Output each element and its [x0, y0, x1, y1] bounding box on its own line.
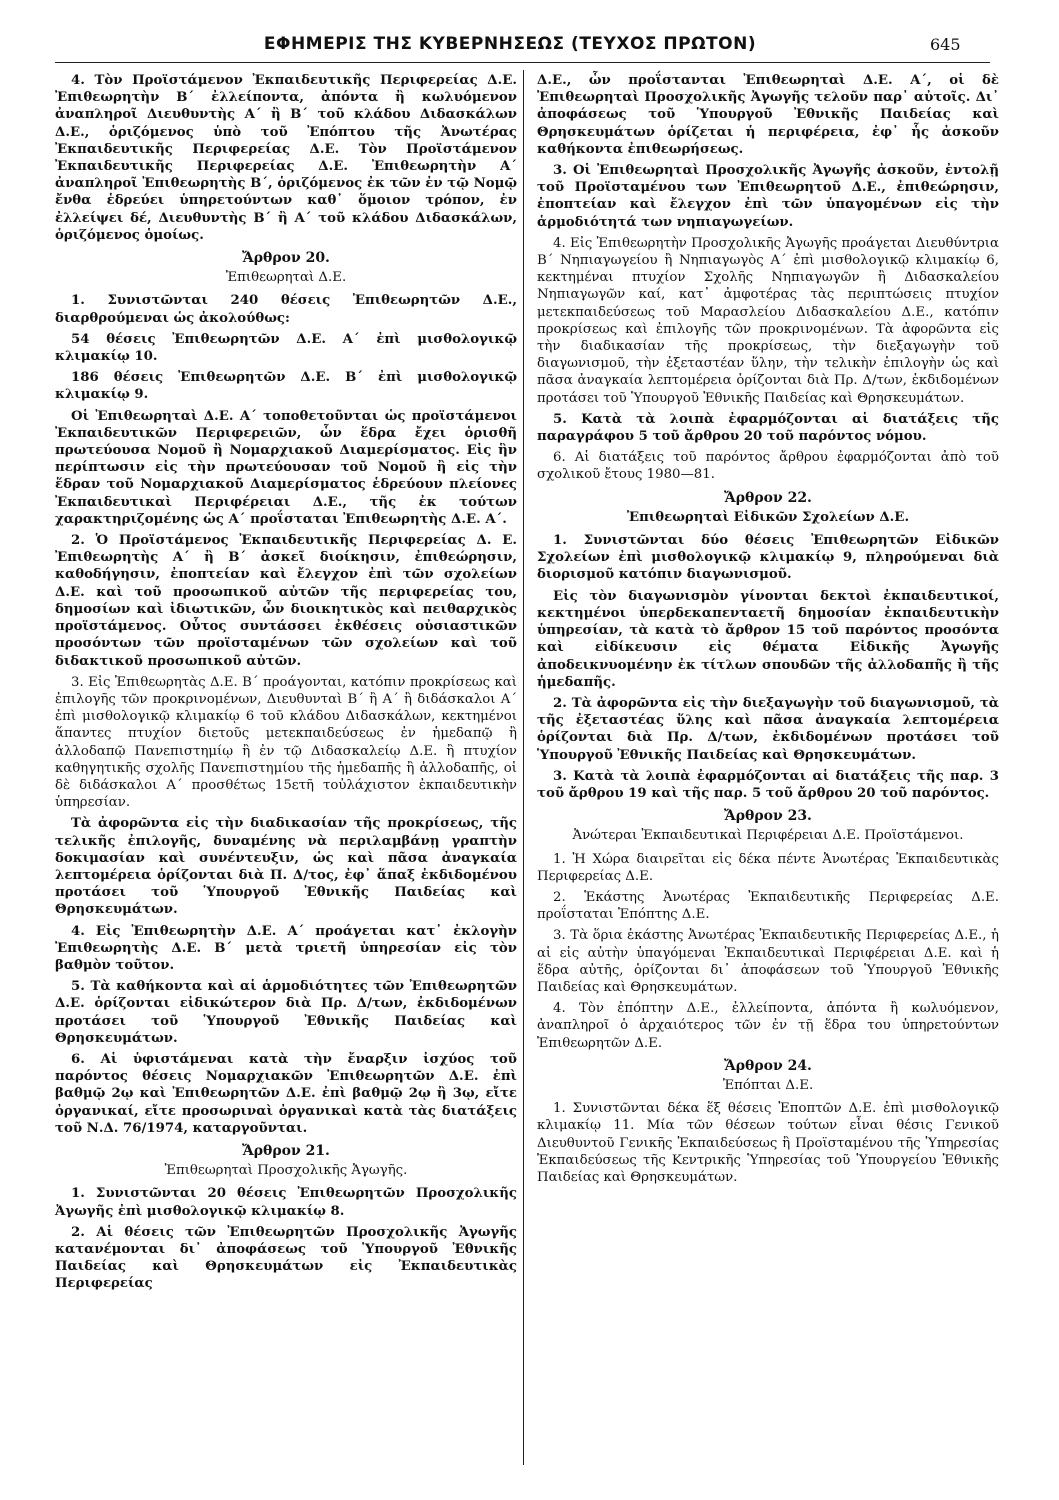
article-heading: Ἄρθρον 23. [724, 808, 812, 825]
article-title: Ἐπιθεωρηταὶ Εἰδικῶν Σχολείων Δ.Ε. [626, 509, 910, 525]
paragraph: 5. Κατὰ τὰ λοιπὰ ἐφαρμόζονται αἱ διατάξεις τῆς παραγράφου 5 τοῦ ἄρθρου 20 τοῦ παρόντος νόμου. [537, 411, 999, 445]
paragraph: 4. Εἰς Ἐπιθεωρητὴν Προσχολικῆς Ἀγωγῆς προάγεται Διευθύντρια Β΄ Νηπιαγωγείου ἢ Νηπιαγωγὸς Α΄ ἐπὶ μισθολογικῷ κλιμακίῳ 6, κεκτημέναι πτυχίον Σχολῆς Νηπιαγωγῶν ἢ Διδασκαλείου Νηπιαγωγῶν καί, κατ᾽ ἀμφοτέρας τὰς περιπτώσεις πτυχίον μετεκπαιδεύσεως τοῦ Μαρασλείου Διδασκαλείου Δ.Ε., κατόπιν προκρίσεως καὶ ἐπιλογῆς τῶν προκρινομένων. Τὰ ἀφορῶντα εἰς τὴν διαδικασίαν τῆς προκρίσεως, τὴν διεξαγωγὴν τοῦ διαγωνισμοῦ, τὴν ἐξεταστέαν ὕλην, τὴν τελικὴν ἐπιλογὴν ὡς καὶ πᾶσα ἀναγκαία λεπτομέρεια ὁρίζονται διὰ Πρ. Δ/των, ἐκδιδομένων προτάσει τοῦ Ὑπουργοῦ Ἐθνικῆς Παιδείας καὶ Θρησκευμάτων. [537, 235, 999, 406]
paragraph: 2. Τὰ ἀφορῶντα εἰς τὴν διεξαγωγὴν τοῦ διαγωνισμοῦ, τὰ τῆς ἐξεταστέας ὕλης καὶ πᾶσα ἀναγκαία λεπτομέρεια ὁρίζονται διὰ Πρ. Δ/των, ἐκδιδομένων προτάσει τοῦ Ὑπουργοῦ Ἐθνικῆς Παιδείας καὶ Θρησκευμάτων. [537, 695, 999, 763]
paragraph: 54 θέσεις Ἐπιθεωρητῶν Δ.Ε. Α΄ ἐπὶ μισθολογικῷ κλιμακίῳ 10. [55, 331, 517, 365]
paragraph: 6. Αἱ ὑφιστάμεναι κατὰ τὴν ἔναρξιν ἰσχύος τοῦ παρόντος θέσεις Νομαρχιακῶν Ἐπιθεωρητῶν Δ.Ε. ἐπὶ βαθμῷ 2ῳ καὶ Ἐπιθεωρητῶν Δ.Ε. ἐπὶ βαθμῷ 2ῳ ἢ 3ῳ, εἴτε ὀργανικαί, εἴτε προσωριναὶ ὀργανικαὶ κατὰ τὰς διατάξεις τοῦ Ν.Δ. 76/1974, καταργοῦνται. [55, 1051, 517, 1136]
paragraph: 3. Τὰ ὅρια ἑκάστης Ἀνωτέρας Ἐκπαιδευτικῆς Περιφερείας Δ.Ε., ἡ αἱ εἰς αὐτὴν ὑπαγόμεναι Ἐκπαιδευτικαὶ Περιφέρειαι Δ.Ε. καὶ ἡ ἕδρα αὐτῆς, ὁρίζονται δι᾽ ἀποφάσεων τοῦ Ὑπουργοῦ Ἐθνικῆς Παιδείας καὶ Θρησκευμάτων. [537, 928, 999, 995]
paragraph: Εἰς τὸν διαγωνισμὸν γίνονται δεκτοὶ ἐκπαιδευτικοί, κεκτημένοι ὑπερδεκαπενταετῆ δημοσίαν ἐκπαιδευτικὴν ὑπηρεσίαν, τὰ κατὰ τὸ ἄρθρον 15 τοῦ παρόντος προσόντα καὶ εἰδίκευσιν εἰς θέματα Εἰδικῆς Ἀγωγῆς ἀποδεικνυομένην ἐκ τίτλων σπουδῶν τῆς ἀλλοδαπῆς ἢ τῆς ἡμεδαπῆς. [537, 588, 999, 690]
gazette-title: ΕΦΗΜΕΡΙΣ ΤΗΣ ΚΥΒΕΡΝΗΣΕΩΣ (ΤΕΥΧΟΣ ΠΡΩΤΟΝ) [263, 34, 757, 54]
article-title: Ἐπιθεωρηταὶ Δ.Ε. [225, 270, 347, 286]
paragraph: 2. Αἱ θέσεις τῶν Ἐπιθεωρητῶν Προσχολικῆς Ἀγωγῆς κατανέμονται δι᾽ ἀποφάσεως τοῦ Ὑπουργοῦ Ἐθνικῆς Παιδείας καὶ Θρησκευμάτων εἰς Ἐκπαιδευτικὰς Περιφερείας [55, 1224, 517, 1292]
article-title: Ἀνώτεραι Ἐκπαιδευτικαὶ Περιφέρειαι Δ.Ε. Προϊστάμενοι. [572, 828, 964, 844]
paragraph: 3. Κατὰ τὰ λοιπὰ ἐφαρμόζονται αἱ διατάξεις τῆς παρ. 3 τοῦ ἄρθρου 19 καὶ τῆς παρ. 5 τοῦ ἄρθρου 20 τοῦ παρόντος. [537, 768, 999, 801]
article-title: Ἐπόπται Δ.Ε. [722, 1077, 814, 1093]
article-heading: Ἄρθρον 22. [724, 489, 812, 506]
paragraph: Οἱ Ἐπιθεωρηταὶ Δ.Ε. Α΄ τοποθετοῦνται ὡς προϊστάμενοι Ἐκπαιδευτικῶν Περιφερειῶν, ὧν ἕδρα ἔχει ὁρισθῆ πρωτεύουσα Νομοῦ ἢ Νομαρχιακοῦ Διαμερίσματος. Εἰς ἣν περίπτωσιν εἰς τὴν πρωτεύουσαν τοῦ Νομοῦ ἢ εἰς τὴν ἕδραν τοῦ Νομαρχιακοῦ Διαμερίσματος ἑδρεύουν πλείονες Ἐκπαιδευτικαὶ Περιφέρειαι Δ.Ε., τῆς ἐκ τούτων χαρακτηριζομένης ὡς Α΄ προΐσταται Ἐπιθεωρητὴς Δ.Ε. Α΄. [55, 408, 517, 527]
right-column [537, 72, 999, 1190]
left-column [55, 72, 517, 1297]
paragraph: 2. Ὁ Προϊστάμενος Ἐκπαιδευτικῆς Περιφερείας Δ. Ε. Ἐπιθεωρητὴς Α΄ ἢ Β΄ ἀσκεῖ διοίκησιν, ἐπιθεώρησιν, καθοδήγησιν, ἐποπτείαν καὶ ἔλεγχον ἐπὶ τῶν σχολείων Δ.Ε. καὶ τοῦ προσωπικοῦ αὐτῶν τῆς περιφερείας του, δημοσίων καὶ ἰδιωτικῶν, ὧν διοικητικὸς καὶ πειθαρχικὸς προϊστάμενος. Οὗτος συντάσσει ἐκθέσεις οὐσιαστικῶν προσόντων τῶν προϊσταμένων τῶν σχολείων καὶ τοῦ διδακτικοῦ προσωπικοῦ αὐτῶν. [55, 533, 517, 669]
article-heading: Ἄρθρον 24. [724, 1057, 812, 1074]
page-number: 645 [930, 35, 961, 54]
paragraph: 1. Συνιστῶνται 20 θέσεις Ἐπιθεωρητῶν Προσχολικῆς Ἀγωγῆς ἐπὶ μισθολογικῷ κλιμακίῳ 8. [55, 1186, 517, 1219]
paragraph: 3. Εἰς Ἐπιθεωρητὰς Δ.Ε. Β΄ προάγονται, κατόπιν προκρίσεως καὶ ἐπιλογῆς τῶν προκρινομένων, Διευθυνταὶ Β΄ ἢ Α΄ ἢ διδάσκαλοι Α΄ ἐπὶ μισθολογικῷ κλιμακίῳ 6 τοῦ κλάδου Διδασκάλων, κεκτημένοι ἅπαντες πτυχίον διετοῦς μετεκπαιδεύσεως ἐν ἡμεδαπῷ ἢ ἀλλοδαπῷ Πανεπιστημίῳ ἢ ἐν τῷ Διδασκαλείῳ Δ.Ε. ἢ πτυχίον καθηγητικῆς σχολῆς Πανεπιστημίου τῆς ἡμεδαπῆς ἢ ἀλλοδαπῆς, οἱ δὲ διδάσκαλοι Α΄ προσθέτως 15ετῆ τοὐλάχιστον ἐκπαιδευτικὴν ὑπηρεσίαν. [55, 674, 517, 811]
paragraph: 186 θέσεις Ἐπιθεωρητῶν Δ.Ε. Β΄ ἐπὶ μισθολογικῷ κλιμακίῳ 9. [55, 370, 517, 403]
paragraph: 2. Ἑκάστης Ἀνωτέρας Ἐκπαιδευτικῆς Περιφερείας Δ.Ε. προΐσταται Ἐπόπτης Δ.Ε. [537, 889, 999, 923]
article-title: Ἐπιθεωρηταὶ Προσχολικῆς Ἀγωγῆς. [164, 1163, 408, 1179]
paragraph: 1. Συνιστῶνται 240 θέσεις Ἐπιθεωρητῶν Δ.Ε., διαρθρούμεναι ὡς ἀκολούθως: [55, 293, 517, 326]
paragraph: 3. Οἱ Ἐπιθεωρηταὶ Προσχολικῆς Ἀγωγῆς ἀσκοῦν, ἐντολῇ τοῦ Προϊσταμένου των Ἐπιθεωρητοῦ Δ.Ε., ἐπιθεώρησιν, ἐποπτείαν καὶ ἔλεγχον ἐπὶ τῶν ὑπαγομένων εἰς τὴν ἁρμοδιότητά των νηπιαγωγείων. [537, 163, 999, 230]
paragraph: Δ.Ε., ὧν προΐστανται Ἐπιθεωρηταὶ Δ.Ε. Α΄, οἱ δὲ Ἐπιθεωρηταὶ Προσχολικῆς Ἀγωγῆς τελοῦν παρ᾽ αὐτοῖς. Δι᾽ ἀποφάσεως τοῦ Ὑπουργοῦ Ἐθνικῆς Παιδείας καὶ Θρησκευμάτων ὁρίζεται ἡ περιφέρεια, ἐφ᾽ ἧς ἀσκοῦν καθήκοντα ἐπιθεωρήσεως. [537, 73, 999, 157]
paragraph: 1. Συνιστῶνται δέκα ἕξ θέσεις Ἐποπτῶν Δ.Ε. ἐπὶ μισθολογικῷ κλιμακίῳ 11. Μία τῶν θέσεων τούτων εἶναι θέσις Γενικοῦ Διευθυντοῦ Γενικῆς Ἐκπαιδεύσεως ἢ Προϊσταμένου τῆς Ὑπηρεσίας Ἐκπαιδεύσεως τῆς Κεντρικῆς Ὑπηρεσίας τοῦ Ὑπουργείου Ἐθνικῆς Παιδείας καὶ Θρησκευμάτων. [537, 1101, 999, 1185]
paragraph: 1. Ἡ Χώρα διαιρεῖται εἰς δέκα πέντε Ἀνωτέρας Ἐκπαιδευτικὰς Περιφερείας Δ.Ε. [537, 851, 999, 884]
column-divider [523, 70, 524, 1465]
header-rule [55, 62, 990, 63]
article-heading: Ἄρθρον 20. [242, 250, 330, 267]
paragraph: 6. Αἱ διατάξεις τοῦ παρόντος ἄρθρου ἐφαρμόζονται ἀπὸ τοῦ σχολικοῦ ἔτους 1980—81. [537, 450, 999, 483]
paragraph: 4. Εἰς Ἐπιθεωρητὴν Δ.Ε. Α΄ προάγεται κατ᾽ ἐκλογὴν Ἐπιθεωρητὴς Δ.Ε. Β΄ μετὰ τριετῆ ὑπηρεσίαν εἰς τὸν βαθμὸν τοῦτον. [55, 923, 517, 973]
page-header [0, 30, 1059, 62]
paragraph: 4. Τὸν Προϊστάμενον Ἐκπαιδευτικῆς Περιφερείας Δ.Ε. Ἐπιθεωρητὴν Β΄ ἐλλείποντα, ἀπόντα ἢ κωλυόμενον ἀναπληροῖ Διευθυντὴς Α΄ ἢ Β΄ τοῦ κλάδου Διδασκάλων Δ.Ε., ὁριζόμενος ὑπὸ τοῦ Ἐπόπτου τῆς Ἀνωτέρας Ἐκπαιδευτικῆς Περιφερείας Δ.Ε. Τὸν Προϊστάμενον Ἐκπαιδευτικῆς Περιφερείας Δ.Ε. Ἐπιθεωρητὴν Α΄ ἀναπληροῖ Ἐπιθεωρητὴς Β΄, ὁριζόμενος ἐκ τῶν ἐν τῷ Νομῷ ἔνθα ἑδρεύει ὑπηρετούντων καθ᾽ ὅμοιον τρόπον, ἐν ἐλλείψει δέ, Διευθυντὴς Β΄ ἢ Α΄ τοῦ κλάδου Διδασκάλων, ὁριζόμενος ὁμοίως. [55, 73, 517, 243]
paragraph: 1. Συνιστῶνται δύο θέσεις Ἐπιθεωρητῶν Εἰδικῶν Σχολείων ἐπὶ μισθολογικῷ κλιμακίῳ 9, πληρούμεναι διὰ διορισμοῦ κατόπιν διαγωνισμοῦ. [537, 533, 999, 583]
paragraph: 5. Τὰ καθήκοντα καὶ αἱ ἁρμοδιότητες τῶν Ἐπιθεωρητῶν Δ.Ε. ὁρίζονται εἰδικώτερον διὰ Πρ. Δ/των, ἐκδιδομένων προτάσει τοῦ Ὑπουργοῦ Ἐθνικῆς Παιδείας καὶ Θρησκευμάτων. [55, 979, 517, 1046]
paragraph: Τὰ ἀφορῶντα εἰς τὴν διαδικασίαν τῆς προκρίσεως, τῆς τελικῆς ἐπιλογῆς, δυναμένης νὰ περιλαμβάνῃ γραπτὴν δοκιμασίαν καὶ συνέντευξιν, ὡς καὶ πᾶσα ἀναγκαία λεπτομέρεια ὁρίζονται διὰ Π. Δ/τος, ἐφ᾽ ἅπαξ ἐκδιδομένου προτάσει τοῦ Ὑπουργοῦ Ἐθνικῆς Παιδείας καὶ Θρησκευμάτων. [55, 816, 517, 918]
paragraph: 4. Τὸν ἐπόπτην Δ.Ε., ἐλλείποντα, ἀπόντα ἢ κωλυόμενον, ἀναπληροῖ ὁ ἀρχαιότερος τῶν ἐν τῇ ἕδρα του ὑπηρετούντων Ἐπιθεωρητῶν Δ.Ε. [537, 1001, 999, 1051]
article-heading: Ἄρθρον 21. [242, 1142, 330, 1159]
